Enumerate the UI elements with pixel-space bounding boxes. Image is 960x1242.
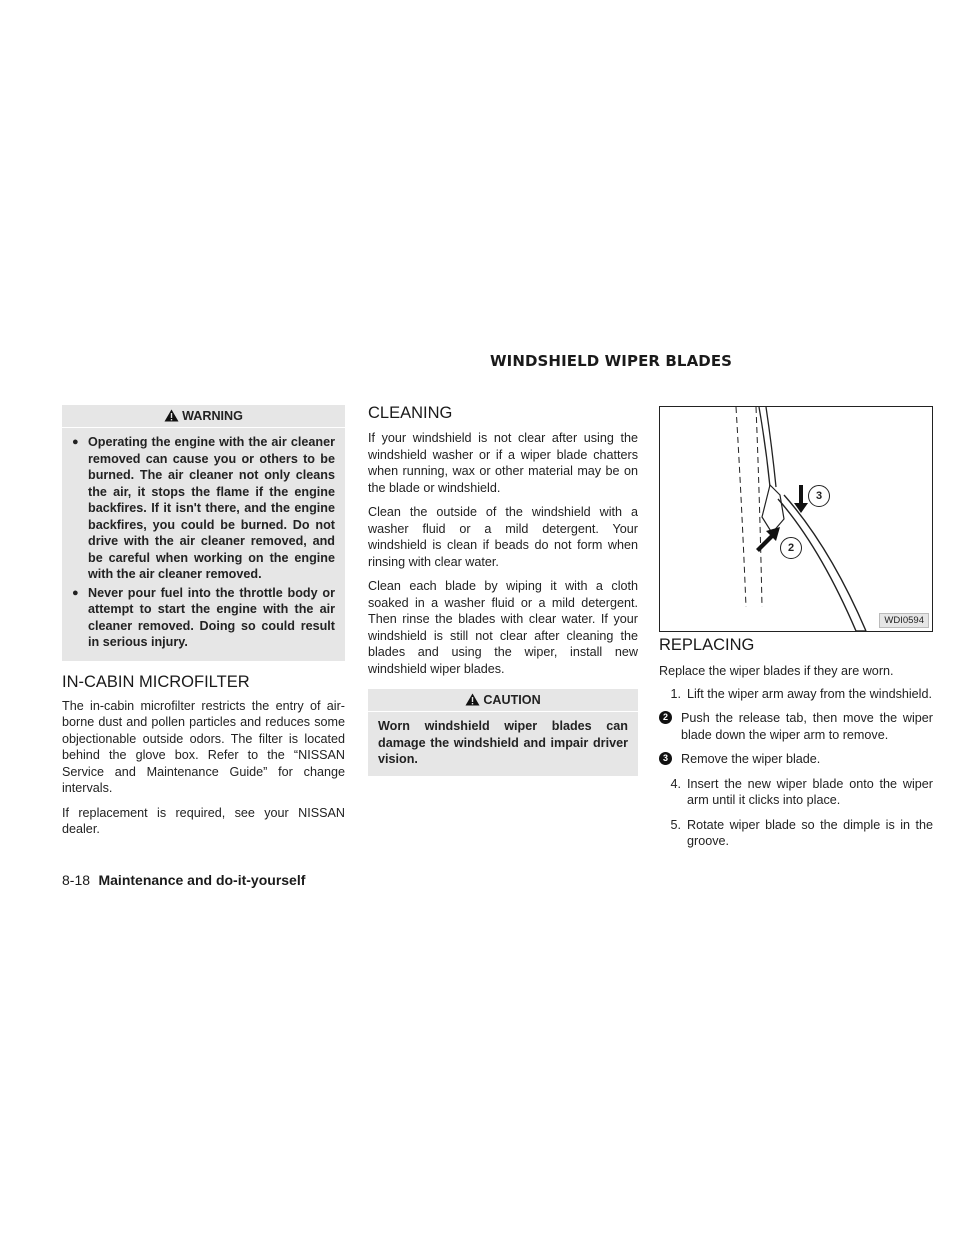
warning-item (72, 585, 335, 651)
step-text: Lift the wiper arm away from the windshield. (687, 686, 932, 701)
warning-box (62, 405, 345, 661)
caution-box (368, 689, 638, 776)
replacing-step (659, 686, 933, 703)
replacing-heading: REPLACING (659, 636, 755, 654)
caution-title: CAUTION (483, 693, 541, 707)
microfilter-paragraph: The in-cabin microfilter restricts the entry of air-borne dust and pollen particles and reduces some objectionable outside odors. The filter is located behind the glove box. Refer to the “NISSAN Service and Maintenance Guide” for change intervals. (62, 698, 345, 795)
cleaning-heading: CLEANING (368, 404, 453, 422)
warning-item-text: Never pour fuel into the throttle body or attempt to start the engine with the air cleaner removed. Doing so could result in serious injury. (88, 585, 335, 649)
step-text: Push the release tab, then move the wiper blade down the wiper arm to remove. (681, 711, 933, 742)
step-text: Insert the new wiper blade onto the wiper arm until it clicks into place. (687, 776, 933, 807)
wiper-illustration (660, 407, 932, 631)
replacing-section (659, 636, 933, 858)
warning-item-text: Operating the engine with the air cleaner removed can cause you or others to be burned. The air cleaner not only cleans the air, it stops the flame if the engine backfires. If it isn't there, and the engine backfires, you could be burned. Do not drive with the air cleaner removed, and be careful when working on the engine with the air cleaner removed. (88, 435, 335, 581)
section-title: WINDSHIELD WIPER BLADES (490, 352, 733, 370)
warning-title: WARNING (182, 409, 243, 423)
callout-3: 3 (808, 485, 830, 507)
replacing-intro: Replace the wiper blades if they are worn. (659, 664, 894, 678)
bullet-icon: ● (72, 586, 79, 599)
callout-2: 2 (780, 537, 802, 559)
step-text: Rotate wiper blade so the dimple is in the groove. (687, 817, 933, 848)
replacing-step (659, 776, 933, 809)
figure-code: WDI0594 (879, 613, 929, 628)
step-text: Remove the wiper blade. (681, 752, 821, 766)
replacing-step (659, 751, 933, 768)
step-number: 1. (670, 686, 681, 701)
chapter-label: Maintenance and do-it-yourself (98, 872, 306, 888)
warning-header (62, 405, 345, 428)
microfilter-heading: IN-CABIN MICROFILTER (62, 672, 250, 691)
page-number: 8-18 (62, 872, 91, 888)
caution-triangle-icon (465, 691, 480, 713)
step-number: 5. (670, 817, 681, 832)
bullet-icon: ● (72, 436, 79, 448)
middle-column (368, 404, 638, 776)
caution-header (368, 689, 638, 712)
microfilter-paragraph: If replacement is required, see your NISSAN dealer. (62, 805, 345, 836)
warning-body (62, 428, 345, 661)
step-number-circle-icon: 2 (659, 711, 672, 724)
cleaning-paragraph: Clean each blade by wiping it with a cloth soaked in a washer fluid or a mild detergent. Then rinse the blades with clear water. If your windshield is still not clear after cleaning the blades and using the wiper, install new windshield wiper blades. (368, 579, 638, 676)
page-footer (62, 872, 305, 890)
replacing-step (659, 817, 933, 850)
replacing-step (659, 710, 933, 743)
warning-triangle-icon (164, 407, 179, 429)
left-column (62, 405, 345, 846)
wiper-figure (659, 406, 933, 632)
step-number-circle-icon: 3 (659, 752, 672, 765)
warning-item (72, 434, 335, 583)
step-number: 4. (670, 776, 681, 791)
cleaning-paragraph: Clean the outside of the windshield with a washer fluid or a mild detergent. Your windshield is clean if beads do not form when rinsing with clear water. (368, 505, 638, 569)
caution-text: Worn windshield wiper blades can damage the windshield and impair driver vision. (378, 719, 628, 766)
cleaning-paragraph: If your windshield is not clear after using the windshield washer or if a wiper blade chatters when running, wax or other material may be on the blade or windshield. (368, 431, 638, 495)
